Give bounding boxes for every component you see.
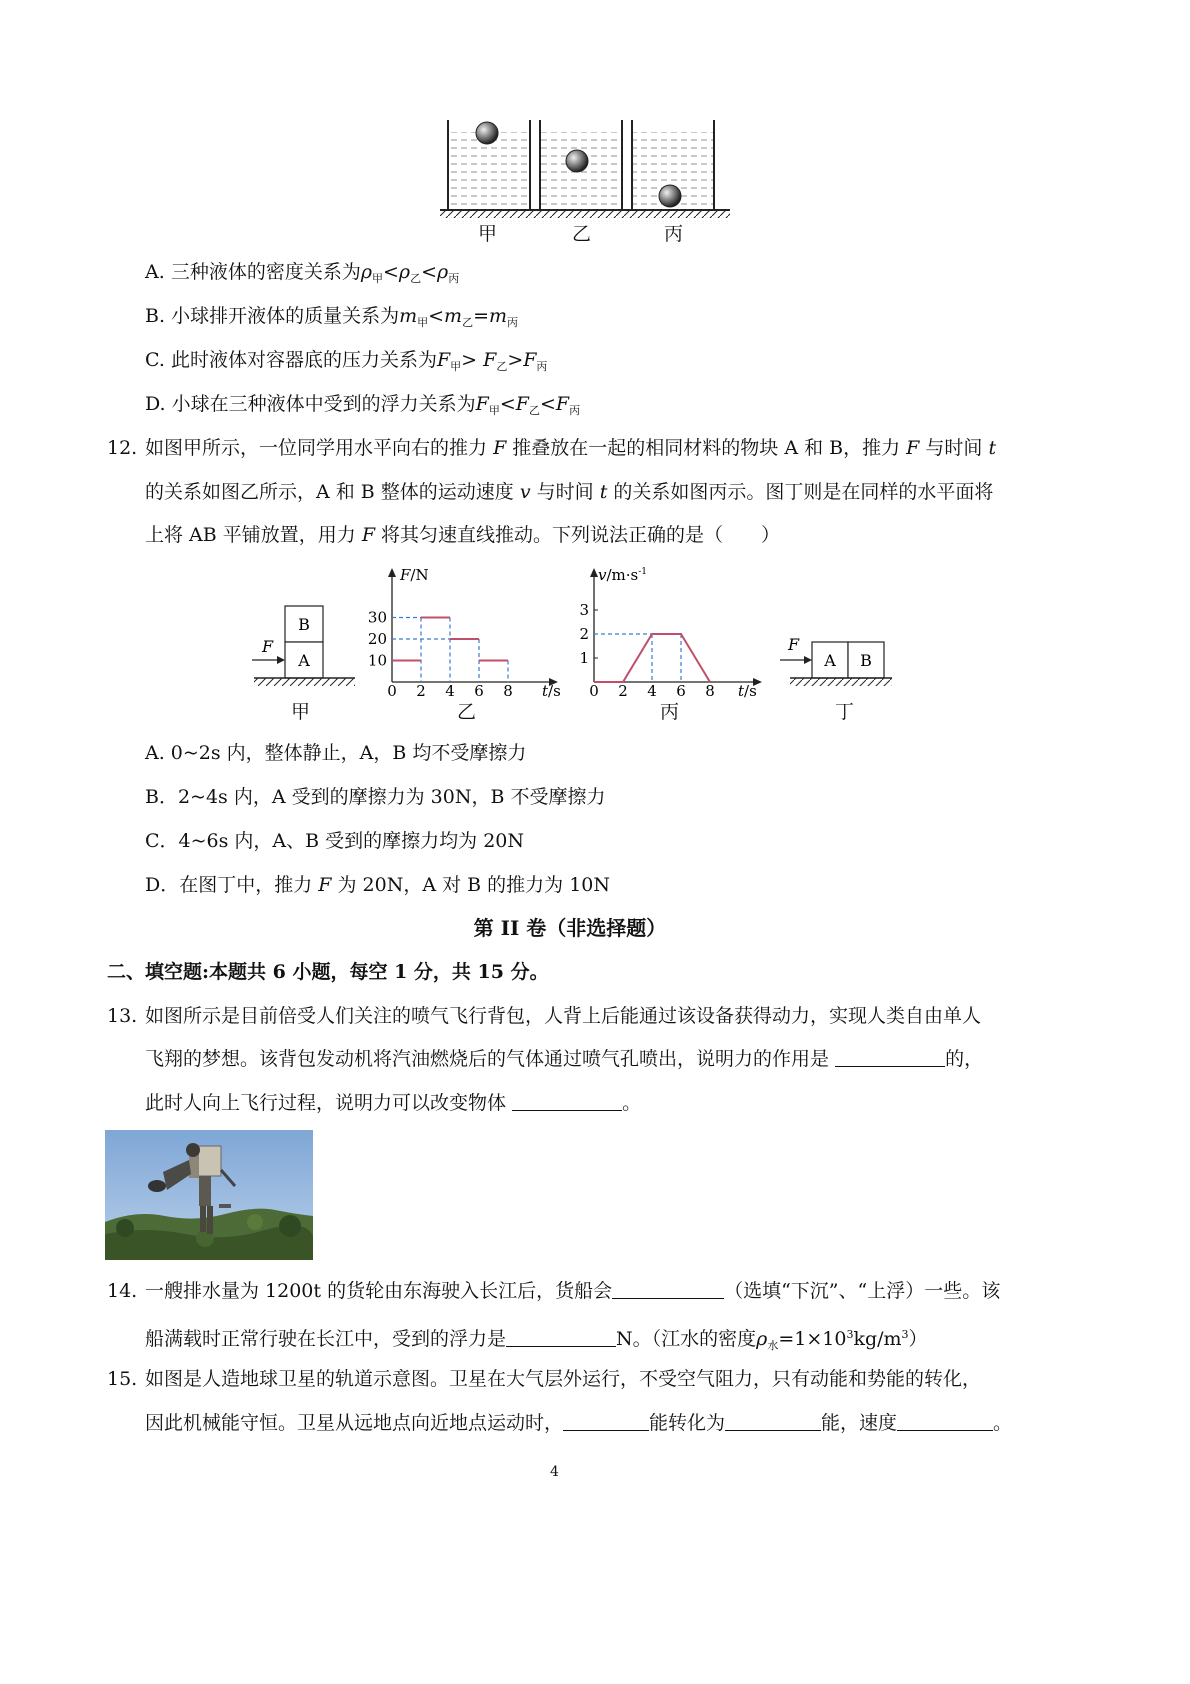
q11-option-b: B. 小球排开液体的质量关系为$m_甲<m_乙=m_丙$ [145,305,519,329]
force-label-ding: F [788,635,800,654]
force-label-jia: F [262,637,274,656]
chart-bing [572,562,772,702]
section-heading: 二、填空题:本题共 6 小题，每空 1 分，共 15 分。 [107,961,549,983]
section-title: 第 II 卷（非选择题） [473,916,667,940]
q11-option-a: A. 三种液体的密度关系为$\rho_甲<\rho_乙<\rho_丙$ [145,261,460,285]
container-label-yi: 乙 [572,223,592,245]
bing-xlabel: t/s [738,682,757,700]
yi-xtick-6: 6 [474,682,484,700]
q14-line1: 一艘排水量为 1200t 的货轮由东海驶入长江后，货船会 （选填“下沉”、“上浮）一些。该 [145,1280,1001,1302]
yi-xtick-4: 4 [445,682,455,700]
yi-ytick-20: 20 [367,630,387,648]
q12-option-b: B．2~4s 内，A 受到的摩擦力为 30N，B 不受摩擦力 [145,786,606,808]
bing-ytick-1: 1 [579,649,589,667]
fig12-label-yi: 乙 [457,701,477,723]
q14-number: 14. [107,1280,138,1302]
q15-line1: 如图是人造地球卫星的轨道示意图。卫星在大气层外运行，不受空气阻力，只有动能和势能的转化， [145,1368,982,1390]
yi-xtick-0: 0 [387,682,397,700]
bing-xtick-2: 2 [618,682,628,700]
yi-xtick-8: 8 [503,682,513,700]
fig12-label-ding: 丁 [835,701,855,723]
q12-option-a: A. 0~2s 内，整体静止，A，B 均不受摩擦力 [145,742,527,764]
bing-ytick-2: 2 [579,625,589,643]
q12-stem-line2: 的关系如图乙所示，A 和 B 整体的运动速度 v 与时间 t 的关系如图丙示。图丁则是在同样的水平面将 [145,481,994,503]
q11-option-d: D. 小球在三种液体中受到的浮力关系为$F_甲<F_乙<F_丙$ [145,393,581,417]
fig12-label-jia: 甲 [291,701,311,723]
q15-line2: 因此机械能守恒。卫星从远地点向近地点运动时， 能转化为 能，速度 。 [145,1412,1013,1434]
block-a-label: A [298,651,310,670]
bing-xtick-8: 8 [705,682,715,700]
yi-xtick-2: 2 [416,682,426,700]
yi-xlabel: t/s [542,682,561,700]
block-a-flat-label: A [824,651,836,670]
block-b-flat-label: B [860,651,872,670]
q13-number: 13. [107,1005,138,1027]
q13-blank-2[interactable] [512,1090,622,1111]
q13-line1: 如图所示是目前倍受人们关注的喷气飞行背包，人背上后能通过该设备获得动力，实现人类自由单人 [145,1005,982,1027]
q12-option-c: C．4~6s 内，A、B 受到的摩擦力均为 20N [145,830,524,852]
bing-xtick-4: 4 [647,682,657,700]
container-jia [448,120,530,210]
fig12-ding [778,632,898,696]
q14-blank-1[interactable] [612,1278,724,1299]
q15-blank-3[interactable] [897,1410,993,1431]
q12-stem-line1: 如图甲所示，一位同学用水平向右的推力 F 推叠放在一起的相同材料的物块 A 和 B，推力 F 与时间 t [145,437,997,459]
q15-blank-1[interactable] [563,1410,649,1431]
bing-xtick-6: 6 [676,682,686,700]
jetpack-photo [105,1130,313,1260]
yi-ytick-30: 30 [367,608,387,627]
q12-stem-line3: 上将 AB 平铺放置，用力 F 将其匀速直线推动。下列说法正确的是（ ） [145,524,781,546]
q11-option-c: C. 此时液体对容器底的压力关系为$F_甲> F_乙>F_丙$ [145,349,548,373]
q13-line3: 此时人向上飞行过程，说明力可以改变物体 。 [145,1092,642,1114]
yi-ytick-10: 10 [367,651,387,670]
block-b-label: B [298,615,310,634]
yi-ylabel: F/N [400,566,429,584]
chart-yi [366,562,566,702]
fig12-label-bing: 丙 [660,701,680,723]
q14-line2: 船满载时正常行驶在长江中，受到的浮力是 N。（江水的密度$\rho_水=1\times 10^3kg/m^3$） [145,1328,928,1352]
container-yi [540,120,622,210]
bing-ylabel: $v/m\cdot s^{-1}$ [598,566,648,584]
page-number: 4 [550,1464,559,1480]
q12-option-d: D．在图丁中，推力 F 为 20N，A 对 B 的推力为 10N [145,874,611,896]
bing-xtick-0: 0 [589,682,599,700]
q15-number: 15. [107,1368,138,1390]
container-label-jia: 甲 [478,223,498,245]
q15-blank-2[interactable] [725,1410,821,1431]
q14-blank-2[interactable] [506,1326,616,1347]
q13-blank-1[interactable] [835,1046,945,1067]
q12-number: 12. [107,437,138,459]
fig12-jia [250,598,362,696]
bing-ytick-3: 3 [579,601,589,619]
q13-line2: 飞翔的梦想。该背包发动机将汽油燃烧后的气体通过喷气孔喷出，说明力的作用是 的， [145,1048,984,1070]
container-label-bing: 丙 [664,223,684,245]
container-bing [632,120,714,210]
